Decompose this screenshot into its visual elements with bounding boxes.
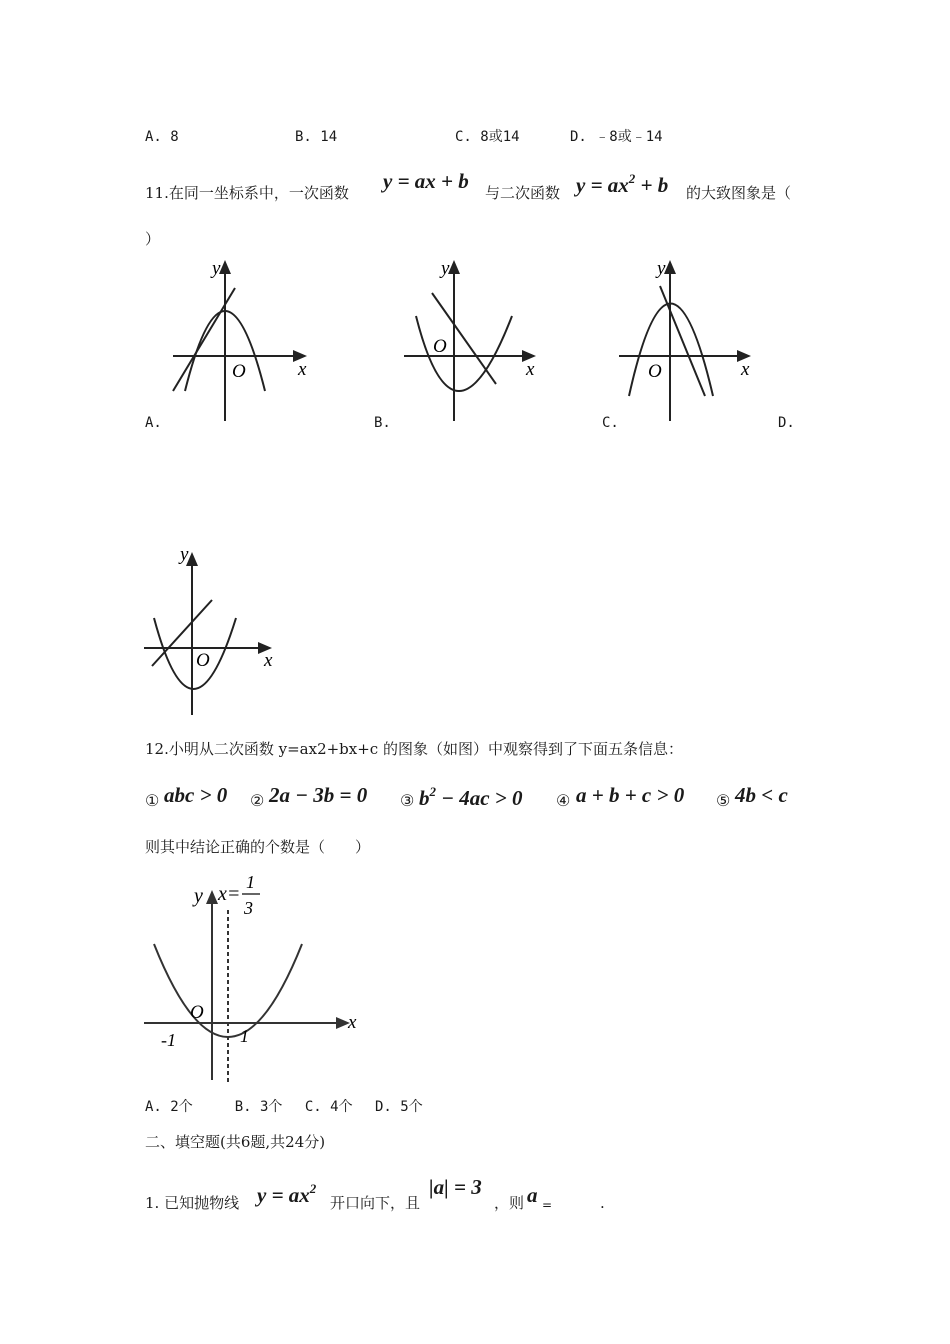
q12-statement-3: $b^2 - 4ac > 0$ (419, 784, 523, 810)
svg-text:y: y (180, 544, 189, 565)
q11-graph-a (165, 256, 335, 426)
q11-option-b-label: B. (374, 415, 391, 431)
q11-option-c-label: C. (602, 415, 619, 431)
q12-options: A. 2个 B. 3个 C. 4个 D. 5个 (145, 1099, 423, 1115)
q12-statement-2: 2a − 3b = 0 (269, 783, 368, 807)
svg-text:x: x (348, 1012, 357, 1033)
q12-marker-2: ② (250, 791, 265, 810)
q12-marker-5: ⑤ (716, 791, 731, 810)
q12-statement-1: abc > 0 (164, 783, 228, 807)
q11-middle: 与二次函数 (485, 184, 561, 202)
q11-graph-d (140, 540, 290, 720)
svg-text:1: 1 (240, 1026, 249, 1046)
svg-text:y: y (212, 258, 221, 279)
svg-text:x: x (298, 359, 307, 380)
q10-option-a: A. 8 (145, 129, 179, 145)
q12-marker-3: ③ (400, 791, 415, 810)
q12-statement-5: 4b < c (735, 783, 788, 807)
q10-option-b: B. 14 (295, 129, 338, 145)
fill1-variable: a (527, 1183, 538, 1207)
q10-option-d: D. ﹣8或﹣14 (570, 129, 663, 145)
q11-graph-c (615, 256, 785, 426)
svg-text:O: O (190, 1002, 204, 1023)
q12-question: 12.小明从二次函数 y=ax2+bx+c 的图象（如图）中观察得到了下面五条信息： (145, 740, 683, 758)
q12-prompt: 则其中结论正确的个数是（ ） (145, 838, 371, 856)
svg-text:1: 1 (246, 872, 255, 892)
svg-text:x=: x= (218, 883, 241, 905)
q11-suffix: 的大致图象是（ (686, 184, 792, 202)
svg-text:x: x (264, 650, 273, 671)
q11-close-paren: ） (145, 230, 161, 248)
svg-text:x: x (741, 359, 750, 380)
q11-quadratic-formula: $y = ax^2 + b$ (576, 171, 669, 197)
section-2-title: 二、填空题(共6题,共24分) (145, 1133, 326, 1151)
fill1-middle: 开口向下，且 (330, 1194, 421, 1212)
q11-linear-formula: y = ax + b (383, 169, 469, 193)
q10-option-c: C. 8或14 (455, 129, 520, 145)
svg-text:O: O (196, 650, 210, 671)
q11-graph-b (400, 256, 570, 426)
q11-prefix: 11.在同一坐标系中，一次函数 (145, 184, 349, 202)
q11-option-a-label: A. (145, 415, 162, 431)
fill1-equals: = (542, 1198, 553, 1212)
fill1-parabola-formula: $y = ax^2$ (257, 1181, 317, 1207)
fill1-prefix: 1. 已知抛物线 (145, 1194, 240, 1212)
q12-statement-4: a + b + c > 0 (576, 783, 685, 807)
svg-text:y: y (194, 885, 203, 907)
svg-text:O: O (232, 361, 246, 382)
svg-text:x: x (526, 359, 535, 380)
svg-text:O: O (648, 361, 662, 382)
fill1-end: . (600, 1194, 605, 1212)
svg-text:y: y (441, 258, 450, 279)
q12-parabola-graph (140, 870, 370, 1090)
q11-option-d-label: D. (778, 415, 795, 431)
fill1-tail: ，则 (494, 1194, 525, 1212)
svg-text:O: O (433, 336, 447, 357)
svg-text:3: 3 (244, 898, 253, 918)
fill1-abs-condition: |a| = 3 (429, 1175, 482, 1199)
q12-marker-4: ④ (556, 791, 571, 810)
svg-text:y: y (657, 258, 666, 279)
svg-text:-1: -1 (161, 1030, 176, 1050)
q12-marker-1: ① (145, 791, 160, 810)
